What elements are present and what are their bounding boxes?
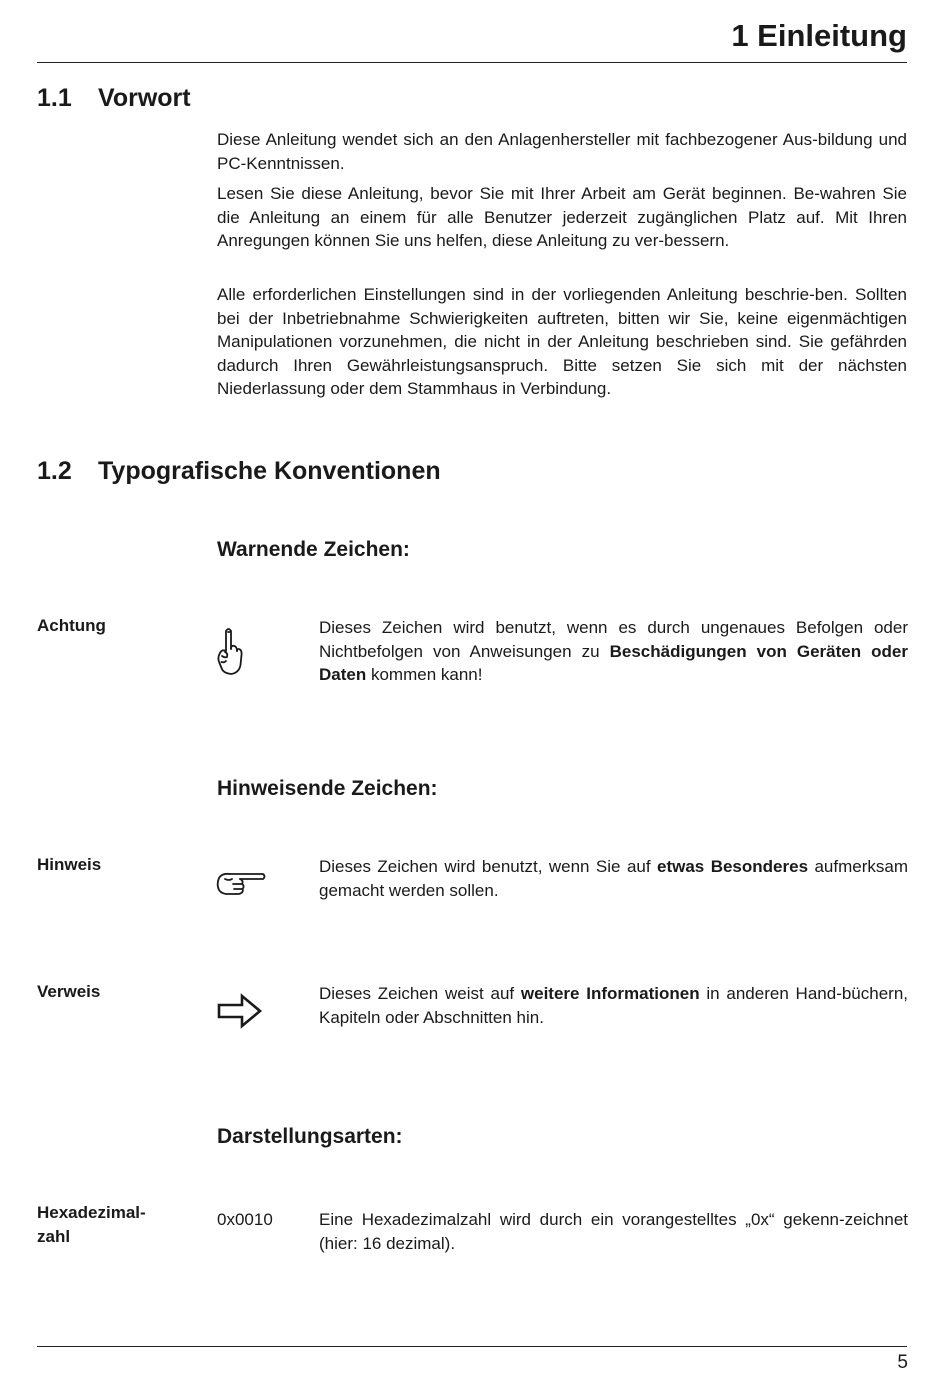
section-title-text: Vorwort — [98, 84, 191, 112]
hinweis-text-1: Dieses Zeichen wird benutzt, wenn Sie auf — [319, 857, 658, 876]
section-number: 1.2 — [37, 457, 72, 485]
hinweis-text-2: aufmerksam gemacht werden sollen. — [319, 857, 908, 900]
section-title-text: Typografische Konventionen — [98, 457, 441, 485]
verweis-description — [319, 982, 908, 1029]
subheading-representation: Darstellungsarten: — [217, 1125, 403, 1148]
term-verweis: Verweis — [37, 982, 101, 1001]
section-title-vorwort — [37, 84, 191, 113]
hinweis-description — [319, 855, 908, 902]
pointing-hand-icon — [216, 869, 268, 897]
achtung-description — [319, 616, 908, 687]
verweis-text-2: in anderen Hand-büchern, Kapiteln oder Abschnitten hin. — [319, 984, 909, 1027]
hex-description: Eine Hexadezimalzahl wird durch ein vorangestelltes „0x“ gekenn-zeichnet (hier: 16 dezimal). — [319, 1210, 908, 1253]
outline-arrow-right-icon — [217, 993, 263, 1029]
hex-example: 0x0010 — [217, 1210, 273, 1229]
achtung-text-1: Dieses Zeichen wird benutzt, wenn es durch ungenaues Befolgen oder Nichtbefolgen von Anweisungen zu — [319, 618, 908, 661]
term-achtung: Achtung — [37, 616, 106, 635]
intro-paragraph-1: Diese Anleitung wendet sich an den Anlagenhersteller mit fachbezogener Aus-bildung und PC-Kenntnissen. — [217, 130, 907, 173]
term-hinweis: Hinweis — [37, 855, 102, 874]
chapter-title: 1 Einleitung — [731, 18, 907, 53]
term-line-2: zahl — [37, 1226, 71, 1246]
term-hexadezimalzahl — [37, 1201, 187, 1248]
header-rule — [37, 62, 907, 63]
intro-paragraph-2: Lesen Sie diese Anleitung, bevor Sie mit Ihrer Arbeit am Gerät beginnen. Be-wahren Sie die Anleitung an einem für alle Benutzer jederzeit zugänglichen Platz auf. Mit Ihren Anregungen können Sie uns helfen, diese Anleitung zu ver-bessern. — [217, 184, 907, 250]
page-number: 5 — [897, 1352, 908, 1373]
section-number: 1.1 — [37, 84, 72, 112]
footer-rule — [37, 1346, 907, 1347]
section-title-konventionen — [37, 457, 441, 486]
raised-finger-icon — [214, 627, 244, 677]
intro-paragraph-3: Alle erforderlichen Einstellungen sind in der vorliegenden Anleitung beschrie-ben. Sollten bei der Inbetriebnahme Schwierigkeiten auftreten, bitten wir Sie, keine eigenmächtigen Manipulationen vorzunehmen, die nicht in der Anleitung beschrieben sind. Sie gefährden dadurch Ihren Gewährleistungsanspruch. Bitte setzen Sie sich mit der nächsten Niederlassung oder dem Stammhaus in Verbindung. — [217, 285, 907, 398]
term-line-1: Hexadezimal- — [37, 1203, 146, 1222]
verweis-text-bold: weitere Informationen — [520, 984, 700, 1003]
subheading-notice: Hinweisende Zeichen: — [217, 777, 438, 800]
achtung-text-2: kommen kann! — [366, 665, 483, 684]
achtung-text-bold: Beschädigungen von Geräten oder Daten — [319, 641, 908, 684]
verweis-text-1: Dieses Zeichen weist auf — [319, 984, 521, 1003]
subheading-warning: Warnende Zeichen: — [217, 538, 410, 561]
hinweis-text-bold: etwas Besonderes — [657, 857, 809, 876]
